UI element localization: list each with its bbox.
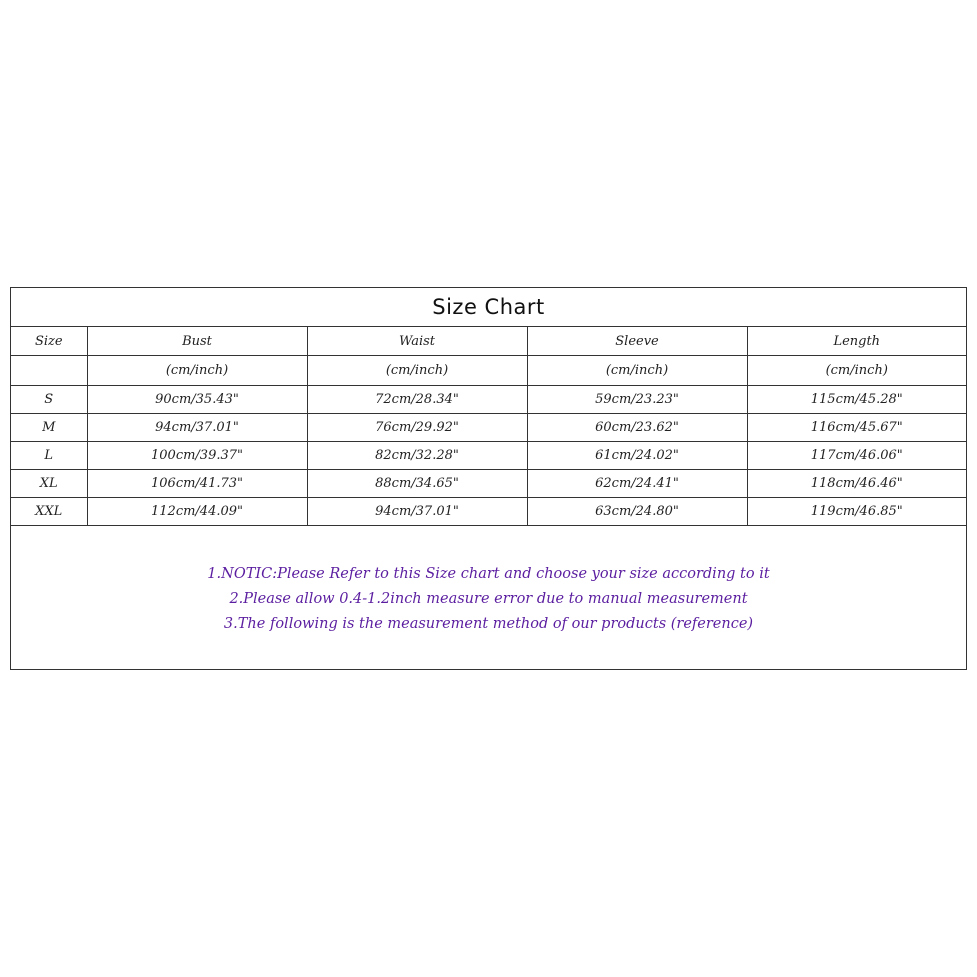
waist-value: 76cm/29.92" — [307, 414, 527, 442]
note-1: 1.NOTIC:Please Refer to this Size chart and choose your size according to it — [207, 566, 770, 582]
bust-value: 100cm/39.37" — [87, 442, 307, 470]
table-row — [11, 498, 966, 526]
bust-value: 112cm/44.09" — [87, 498, 307, 526]
waist-value: 88cm/34.65" — [307, 470, 527, 498]
table-row — [11, 470, 966, 498]
notes-block — [11, 562, 966, 637]
table-row — [11, 414, 966, 442]
size-label: M — [11, 414, 87, 442]
size-label: XL — [11, 470, 87, 498]
waist-value: 82cm/32.28" — [307, 442, 527, 470]
bust-value: 90cm/35.43" — [87, 386, 307, 414]
unit-sleeve: (cm/inch) — [527, 356, 747, 386]
chart-title: Size Chart — [11, 288, 966, 327]
sleeve-value: 62cm/24.41" — [527, 470, 747, 498]
length-value: 116cm/45.67" — [747, 414, 966, 442]
header-length: Length — [747, 327, 966, 356]
waist-value: 94cm/37.01" — [307, 498, 527, 526]
header-bust: Bust — [87, 327, 307, 356]
unit-bust: (cm/inch) — [87, 356, 307, 386]
table-row — [11, 386, 966, 414]
header-waist: Waist — [307, 327, 527, 356]
header-row — [11, 327, 966, 356]
header-sleeve: Sleeve — [527, 327, 747, 356]
length-value: 118cm/46.46" — [747, 470, 966, 498]
bust-value: 106cm/41.73" — [87, 470, 307, 498]
note-3: 3.The following is the measurement method of our products (reference) — [223, 616, 754, 632]
sleeve-value: 61cm/24.02" — [527, 442, 747, 470]
unit-waist: (cm/inch) — [307, 356, 527, 386]
size-table — [11, 288, 966, 526]
sleeve-value: 59cm/23.23" — [527, 386, 747, 414]
size-label: L — [11, 442, 87, 470]
header-size: Size — [11, 327, 87, 356]
unit-length: (cm/inch) — [747, 356, 966, 386]
unit-size — [11, 356, 87, 386]
length-value: 117cm/46.06" — [747, 442, 966, 470]
sleeve-value: 63cm/24.80" — [527, 498, 747, 526]
waist-value: 72cm/28.34" — [307, 386, 527, 414]
bust-value: 94cm/37.01" — [87, 414, 307, 442]
length-value: 115cm/45.28" — [747, 386, 966, 414]
size-label: XXL — [11, 498, 87, 526]
size-chart — [10, 287, 967, 670]
table-row — [11, 442, 966, 470]
size-label: S — [11, 386, 87, 414]
note-2: 2.Please allow 0.4-1.2inch measure error due to manual measurement — [229, 591, 748, 607]
length-value: 119cm/46.85" — [747, 498, 966, 526]
unit-row — [11, 356, 966, 386]
sleeve-value: 60cm/23.62" — [527, 414, 747, 442]
